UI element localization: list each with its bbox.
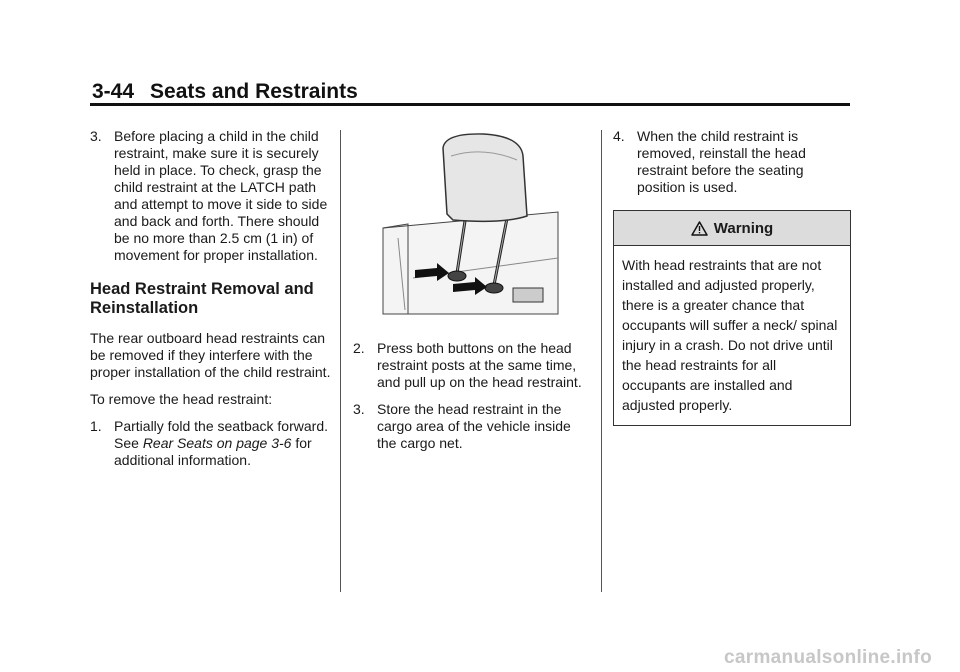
warning-box	[613, 210, 851, 426]
step-text: Before placing a child in the child restraint, make sure it is securely held in place. To check, grasp the child restraint at the LATCH path and attempt to move it side to side and back and forth. There should be no more than 2.5 cm (1 in) of movement for proper installation.	[114, 128, 328, 263]
page-number: 3-44	[92, 80, 135, 103]
column-divider	[601, 130, 602, 592]
step-text	[114, 418, 328, 468]
step-number: 4.	[613, 128, 625, 144]
step-text-part: for additional information.	[114, 435, 312, 468]
step-text: When the child restraint is removed, reinstall the head restraint before the seating position is used.	[637, 128, 806, 195]
step-number: 1.	[90, 418, 102, 434]
list-item	[353, 340, 590, 391]
subheading: Head Restraint Removal and Reinstallation	[90, 280, 314, 317]
column-3	[613, 128, 853, 426]
cross-reference-link[interactable]: Rear Seats on page 3-6	[142, 435, 292, 451]
warning-text: With head restraints that are not installed and adjusted properly, there is a greater chance that occupants will suffer a neck/ spinal injury in a crash. Do not drive until the head restraints for all occupants are installed and adjusted properly.	[622, 257, 838, 413]
column-1	[90, 128, 335, 479]
head-restraint-illustration	[353, 128, 590, 318]
warning-header	[614, 211, 850, 246]
list-item	[90, 418, 335, 469]
page-header	[92, 80, 358, 104]
warning-title: Warning	[713, 219, 774, 237]
section-title: Seats and Restraints	[150, 80, 358, 103]
step-text: Store the head restraint in the cargo area of the vehicle inside the cargo net.	[377, 401, 571, 451]
list-item	[613, 128, 853, 196]
step-text-part: Partially fold the seatback forward. See	[114, 418, 328, 451]
step-number: 3.	[353, 401, 365, 417]
column-2	[353, 128, 590, 462]
list-item	[90, 128, 335, 264]
paragraph: To remove the head restraint:	[90, 391, 273, 407]
step-number: 2.	[353, 340, 365, 356]
paragraph: The rear outboard head restraints can be removed if they interfere with the proper installation of the child restraint.	[90, 330, 331, 380]
watermark: carmanualsonline.info	[724, 647, 932, 668]
list-item	[353, 401, 590, 452]
header-rule	[90, 103, 850, 106]
step-text: Press both buttons on the head restraint posts at the same time, and pull up on the head restraint.	[377, 340, 582, 390]
warning-triangle-icon	[691, 221, 708, 236]
column-divider	[340, 130, 341, 592]
step-number: 3.	[90, 128, 102, 144]
